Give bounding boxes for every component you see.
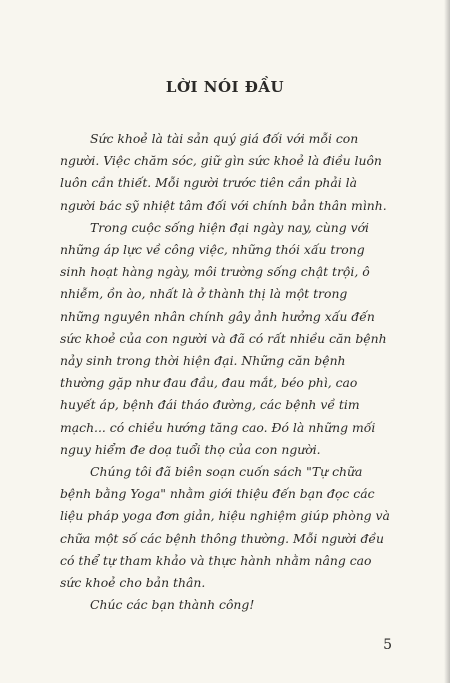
paragraph-2: Trong cuộc sống hiện đại ngày nay, cùng với những áp lực về công việc, những thói xấu trong sinh hoạt hàng ngày, môi trường sống chật trội, ô nhiễm, ồn ào, nhất là ở thành thị là một trong những nguyên nhân chính gây ảnh hưởng xấu đến sức khoẻ của con người và đã có rất nhiều căn bệnh nảy sinh trong thời hiện đại. Những căn bệnh thường gặp như đau đầu, đau mắt, béo phì, cao huyết áp, bệnh đái tháo đường, các bệnh về tim mạch... có chiều hướng tăng cao. Đó là những mối nguy hiểm đe doạ tuổi thọ của con người. <box>60 219 387 457</box>
paragraph-4: Chúc các bạn thành công! <box>90 597 255 613</box>
preface-body <box>60 128 390 616</box>
paragraph-3: Chúng tôi đã biên soạn cuốn sách "Tự chữa bệnh bằng Yoga" nhằm giới thiệu đến bạn đọc các liệu pháp yoga đơn giản, hiệu nghiệm giúp phòng và chữa một số các bệnh thông thường. Mỗi người đều có thể tự tham khảo và thực hành nhằm nâng cao sức khoẻ cho bản thân. <box>60 464 390 591</box>
paragraph-1: Sức khoẻ là tài sản quý giá đối với mỗi con người. Việc chăm sóc, giữ gìn sức khoẻ là điều luôn luôn cần thiết. Mỗi người trước tiên cần phải là người bác sỹ nhiệt tâm đối với chính bản thân mình. <box>60 131 387 213</box>
page-title: LỜI NÓI ĐẦU <box>165 78 285 96</box>
page-edge-shadow <box>444 0 450 683</box>
page-number: 5 <box>383 637 392 653</box>
